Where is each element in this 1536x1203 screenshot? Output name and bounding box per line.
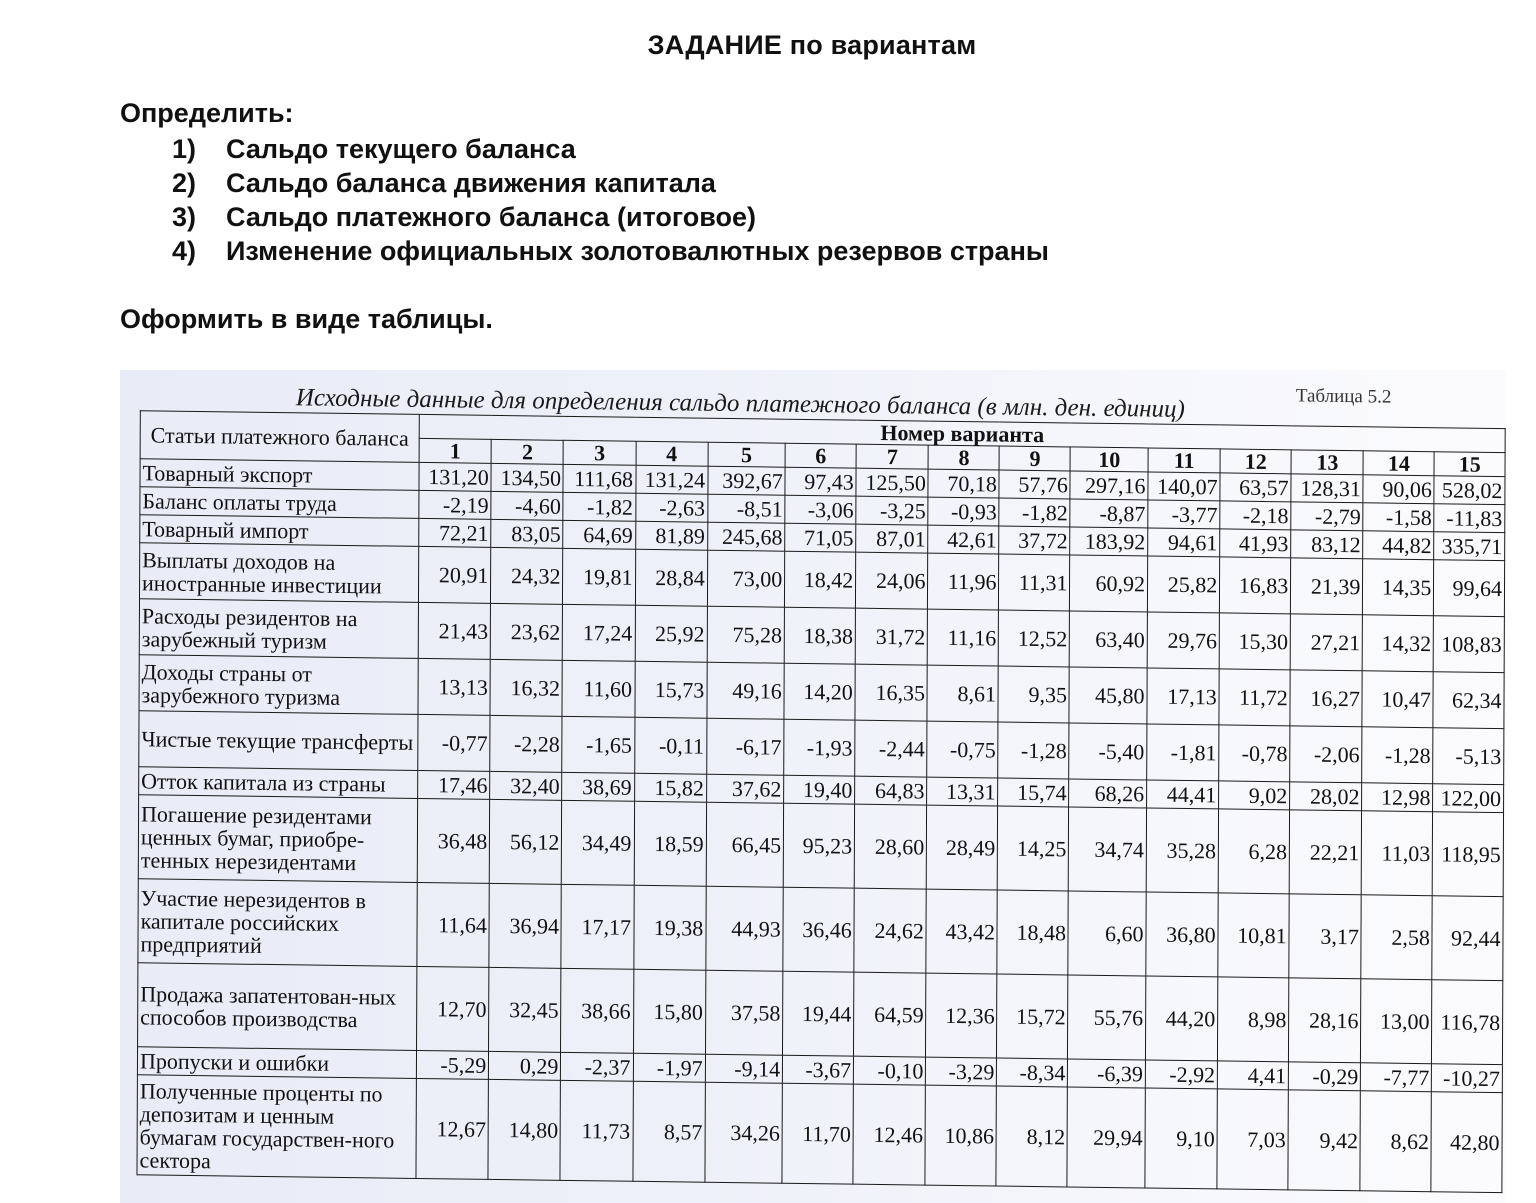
task-item <box>172 132 1049 166</box>
cell-value: 49,16 <box>707 662 785 719</box>
table-number-label: Таблица 5.2 <box>1295 385 1392 408</box>
cell-value: 11,60 <box>562 660 634 717</box>
cell-value: 2,58 <box>1361 895 1432 980</box>
task-item <box>172 166 1049 200</box>
row-label: Продажа запатентован-ных способов производства <box>138 963 417 1051</box>
row-label: Баланс оплаты труда <box>140 487 419 519</box>
task-item-text: Сальдо баланса движения капитала <box>226 168 716 198</box>
cell-value: -1,82 <box>563 492 635 521</box>
cell-value: 183,92 <box>1070 527 1148 556</box>
cell-value: 44,41 <box>1147 780 1219 809</box>
cell-value: 55,76 <box>1068 975 1146 1060</box>
cell-value: 72,21 <box>419 518 491 547</box>
cell-value: 17,46 <box>418 770 490 799</box>
row-label: Товарный импорт <box>140 515 419 547</box>
cell-value: 20,91 <box>419 546 491 603</box>
task-item <box>172 200 1049 234</box>
cell-value: 125,50 <box>856 468 928 497</box>
row-label: Выплаты доходов на иностранные инвестиции <box>140 543 419 603</box>
cell-value: 44,93 <box>706 886 784 971</box>
cell-value: 71,05 <box>785 523 856 552</box>
cell-value: -10,27 <box>1432 1064 1503 1093</box>
task-item-number: 2) <box>172 168 197 198</box>
cell-value: 32,45 <box>489 967 562 1052</box>
cell-value: 64,59 <box>854 972 927 1057</box>
cell-value: 13,00 <box>1361 979 1432 1064</box>
cell-value: 95,23 <box>783 803 854 888</box>
cell-value: 15,80 <box>633 969 706 1054</box>
cell-value: 83,05 <box>491 519 563 548</box>
format-instruction: Оформить в виде таблицы. <box>120 304 493 334</box>
cell-value: -8,51 <box>708 494 786 523</box>
cell-value: 6,28 <box>1218 809 1289 894</box>
cell-value: 28,60 <box>854 804 927 889</box>
cell-value: 34,26 <box>705 1082 783 1183</box>
cell-value: 28,84 <box>635 549 707 606</box>
cell-value: 44,20 <box>1145 976 1218 1061</box>
cell-value: 6,60 <box>1068 891 1146 976</box>
task-list <box>172 132 1049 268</box>
task-item-text: Изменение официальных золотовалютных резервов страны <box>226 236 1049 266</box>
determine-heading: Определить: <box>120 98 294 128</box>
variant-number-header: 10 <box>1071 447 1149 472</box>
cell-value: 87,01 <box>856 524 928 553</box>
cell-value: 42,80 <box>1431 1092 1502 1193</box>
cell-value: -1,28 <box>998 722 1069 779</box>
cell-value: 11,31 <box>999 554 1070 611</box>
cell-value: 9,10 <box>1145 1088 1218 1189</box>
table-body <box>137 459 1505 1193</box>
cell-value: 111,68 <box>563 464 635 493</box>
cell-value: 108,83 <box>1434 616 1505 673</box>
cell-value: 73,00 <box>707 550 785 607</box>
variant-number-header: 1 <box>419 438 491 463</box>
cell-value: 99,64 <box>1434 560 1505 617</box>
variant-number-header: 6 <box>785 443 856 468</box>
cell-value: -1,81 <box>1147 724 1219 781</box>
cell-value: -3,25 <box>856 496 928 525</box>
cell-value: 36,80 <box>1146 892 1219 977</box>
cell-value: 38,66 <box>561 968 633 1053</box>
cell-value: 19,44 <box>783 971 854 1056</box>
cell-value: 118,95 <box>1433 812 1504 897</box>
cell-value: 11,03 <box>1362 811 1433 896</box>
cell-value: 25,82 <box>1147 556 1219 613</box>
cell-value: 14,20 <box>784 663 855 720</box>
row-label: Полученные проценты по депозитам и ценным бумагам государствен-ного сектора <box>137 1075 417 1179</box>
cell-value: 8,62 <box>1360 1091 1431 1192</box>
cell-value: 92,44 <box>1432 896 1503 981</box>
row-label: Товарный экспорт <box>140 459 419 491</box>
cell-value: 8,57 <box>632 1081 705 1182</box>
cell-value: -8,87 <box>1070 499 1148 528</box>
cell-value: -7,77 <box>1361 1063 1432 1092</box>
cell-value: -2,63 <box>635 493 707 522</box>
cell-value: 34,49 <box>562 800 634 885</box>
cell-value: 10,47 <box>1362 671 1433 728</box>
cell-value: 21,39 <box>1291 558 1363 615</box>
cell-value: 116,78 <box>1432 980 1503 1065</box>
cell-value: 31,72 <box>855 608 927 665</box>
cell-value: 29,94 <box>1067 1087 1145 1188</box>
cell-value: 24,32 <box>491 547 563 604</box>
cell-value: 12,98 <box>1362 783 1433 812</box>
cell-value: 24,06 <box>856 552 928 609</box>
variant-number-header: 12 <box>1220 449 1291 474</box>
cell-value: 63,57 <box>1220 473 1291 502</box>
cell-value: 245,68 <box>707 522 785 551</box>
cell-value: -1,58 <box>1363 503 1434 532</box>
cell-value: -3,29 <box>926 1057 997 1086</box>
table-row <box>137 1075 1502 1193</box>
cell-value: 56,12 <box>490 799 563 884</box>
cell-value: 11,72 <box>1219 669 1290 726</box>
page-title: ЗАДАНИЕ по вариантам <box>647 30 977 60</box>
table-caption: Исходные данные для определения сальдо платежного баланса (в млн. ден. единиц) <box>295 384 1185 423</box>
cell-value: -0,11 <box>634 717 706 774</box>
cell-value: 34,74 <box>1069 807 1147 892</box>
cell-value: 9,35 <box>998 666 1069 723</box>
cell-value: 28,49 <box>927 805 998 890</box>
variant-number-header: 9 <box>999 446 1070 471</box>
cell-value: 60,92 <box>1070 555 1148 612</box>
cell-value: -5,40 <box>1069 723 1147 780</box>
cell-value: 25,92 <box>635 605 707 662</box>
cell-value: 15,82 <box>634 773 706 802</box>
cell-value: 16,32 <box>490 659 562 716</box>
task-item-text: Сальдо текущего баланса <box>226 134 576 164</box>
cell-value: -0,77 <box>418 714 490 771</box>
cell-value: 37,72 <box>999 526 1070 555</box>
row-label: Отток капитала из страны <box>139 767 418 799</box>
cell-value: 37,58 <box>705 970 783 1055</box>
cell-value: -1,97 <box>633 1053 705 1082</box>
cell-value: 38,69 <box>562 772 634 801</box>
cell-value: 41,93 <box>1220 529 1291 558</box>
cell-value: 90,06 <box>1363 475 1434 504</box>
variant-number-header: 2 <box>491 439 563 464</box>
cell-value: 75,28 <box>707 606 785 663</box>
cell-value: -0,10 <box>854 1056 926 1085</box>
row-label: Доходы страны от зарубежного туризма <box>139 655 418 715</box>
cell-value: 18,38 <box>784 607 855 664</box>
cell-value: 15,74 <box>998 778 1069 807</box>
cell-value: 11,16 <box>928 609 999 666</box>
cell-value: 16,35 <box>855 664 927 721</box>
cell-value: 14,25 <box>998 806 1069 891</box>
cell-value: 8,98 <box>1218 977 1289 1062</box>
cell-value: -3,67 <box>783 1055 854 1084</box>
cell-value: 131,20 <box>419 462 491 491</box>
cell-value: 10,81 <box>1218 893 1289 978</box>
balance-data-table <box>136 410 1505 1193</box>
cell-value: 8,12 <box>996 1086 1067 1187</box>
cell-value: 19,38 <box>633 885 706 970</box>
cell-value: 28,16 <box>1289 978 1362 1063</box>
cell-value: 35,28 <box>1146 808 1219 893</box>
cell-value: 17,13 <box>1147 668 1219 725</box>
cell-value: 29,76 <box>1147 612 1219 669</box>
cell-value: 68,26 <box>1069 779 1147 808</box>
cell-value: 297,16 <box>1070 471 1148 500</box>
row-label: Чистые текущие трансферты <box>139 711 418 771</box>
cell-value: 22,21 <box>1289 810 1362 895</box>
cell-value: 81,89 <box>635 521 707 550</box>
cell-value: 13,31 <box>927 777 998 806</box>
cell-value: 57,76 <box>999 470 1070 499</box>
cell-value: -2,79 <box>1291 502 1363 531</box>
cell-value: 70,18 <box>928 469 999 498</box>
variant-group-header: Номер варианта <box>419 414 1505 452</box>
cell-value: 23,62 <box>491 603 563 660</box>
cell-value: 17,24 <box>563 604 635 661</box>
cell-value: 62,34 <box>1433 672 1504 729</box>
cell-value: 66,45 <box>706 802 784 887</box>
cell-value: 27,21 <box>1290 614 1362 671</box>
cell-value: -1,82 <box>999 498 1070 527</box>
variant-number-header: 7 <box>856 444 928 469</box>
cell-value: 128,31 <box>1291 474 1363 503</box>
cell-value: 15,72 <box>997 974 1068 1059</box>
cell-value: -6,39 <box>1068 1059 1146 1088</box>
cell-value: -0,78 <box>1219 725 1290 782</box>
cell-value: 11,70 <box>782 1083 853 1184</box>
cell-value: 18,59 <box>634 801 707 886</box>
cell-value: 7,03 <box>1217 1089 1288 1190</box>
variant-number-header: 14 <box>1363 451 1434 476</box>
cell-value: 12,52 <box>999 610 1070 667</box>
cell-value: -6,17 <box>706 718 784 775</box>
cell-value: -2,06 <box>1290 726 1362 783</box>
cell-value: 15,30 <box>1219 613 1290 670</box>
cell-value: 64,69 <box>563 520 635 549</box>
cell-value: -11,83 <box>1434 504 1505 533</box>
cell-value: 18,42 <box>785 551 856 608</box>
cell-value: 3,17 <box>1289 894 1362 979</box>
cell-value: -2,18 <box>1220 501 1291 530</box>
task-item-number: 3) <box>172 202 197 232</box>
cell-value: 15,73 <box>634 661 706 718</box>
variant-number-header: 8 <box>928 445 999 470</box>
cell-value: -3,06 <box>785 495 856 524</box>
cell-value: 64,83 <box>855 776 927 805</box>
cell-value: -0,75 <box>927 721 998 778</box>
variant-number-header: 15 <box>1434 452 1505 477</box>
cell-value: 43,42 <box>926 889 997 974</box>
row-label: Расходы резидентов на зарубежный туризм <box>139 599 418 659</box>
cell-value: 17,17 <box>561 884 633 969</box>
cell-value: -2,37 <box>561 1052 633 1081</box>
cell-value: 36,94 <box>489 883 562 968</box>
cell-value: 335,71 <box>1434 532 1505 561</box>
cell-value: -5,29 <box>417 1050 489 1079</box>
task-item-number: 1) <box>172 134 197 164</box>
cell-value: -2,92 <box>1145 1060 1217 1089</box>
cell-value: 131,24 <box>635 465 707 494</box>
cell-value: 21,43 <box>418 602 490 659</box>
cell-value: 97,43 <box>785 467 856 496</box>
cell-value: 18,48 <box>997 890 1068 975</box>
cell-value: 14,32 <box>1363 615 1434 672</box>
variant-number-header: 11 <box>1148 448 1220 473</box>
cell-value: 36,46 <box>783 887 854 972</box>
cell-value: -0,93 <box>928 497 999 526</box>
cell-value: 14,35 <box>1363 559 1434 616</box>
cell-value: -0,29 <box>1289 1062 1361 1091</box>
variant-number-header: 13 <box>1291 450 1363 475</box>
cell-value: 37,62 <box>706 774 784 803</box>
variant-number-header: 4 <box>636 441 708 466</box>
row-label: Погашение резидентами ценных бумаг, приобре-тенных нерезидентами <box>138 795 417 883</box>
cell-value: 42,61 <box>928 525 999 554</box>
cell-value: -8,34 <box>997 1058 1068 1087</box>
cell-value: 24,62 <box>854 888 927 973</box>
cell-value: 19,40 <box>784 775 855 804</box>
cell-value: 122,00 <box>1433 784 1504 813</box>
cell-value: -2,44 <box>855 720 927 777</box>
cell-value: 11,96 <box>928 553 999 610</box>
cell-value: 10,86 <box>925 1085 996 1186</box>
task-item-text: Сальдо платежного баланса (итоговое) <box>226 202 757 232</box>
scanned-table-image <box>120 370 1506 1203</box>
cell-value: 16,27 <box>1290 670 1362 727</box>
task-item <box>172 234 1049 268</box>
cell-value: -5,13 <box>1433 728 1504 785</box>
row-header: Статьи платежного баланса <box>140 411 419 463</box>
cell-value: 36,48 <box>417 798 490 883</box>
cell-value: 140,07 <box>1148 472 1220 501</box>
variant-number-header: 3 <box>564 440 636 465</box>
cell-value: -1,28 <box>1362 727 1433 784</box>
cell-value: 11,64 <box>417 882 490 967</box>
row-label: Пропуски и ошибки <box>137 1047 416 1079</box>
cell-value: -2,28 <box>490 715 562 772</box>
cell-value: 528,02 <box>1434 476 1505 505</box>
cell-value: -2,19 <box>419 490 491 519</box>
cell-value: 32,40 <box>490 771 562 800</box>
cell-value: 44,82 <box>1363 531 1434 560</box>
cell-value: -1,65 <box>562 716 634 773</box>
cell-value: 12,46 <box>853 1084 926 1185</box>
cell-value: -4,60 <box>491 491 563 520</box>
cell-value: 9,02 <box>1219 781 1290 810</box>
cell-value: 134,50 <box>491 463 563 492</box>
cell-value: 45,80 <box>1069 667 1147 724</box>
cell-value: -1,93 <box>784 719 855 776</box>
cell-value: 12,36 <box>926 973 997 1058</box>
cell-value: 11,73 <box>560 1080 632 1181</box>
cell-value: 14,80 <box>488 1079 561 1180</box>
cell-value: 392,67 <box>708 466 786 495</box>
cell-value: 0,29 <box>489 1051 561 1080</box>
cell-value: 28,02 <box>1290 782 1362 811</box>
cell-value: 9,42 <box>1288 1090 1361 1191</box>
cell-value: 19,81 <box>563 548 635 605</box>
cell-value: 13,13 <box>418 658 490 715</box>
row-label: Участие нерезидентов в капитале российских предприятий <box>138 879 417 967</box>
cell-value: -9,14 <box>705 1054 783 1083</box>
variant-number-header: 5 <box>708 442 786 467</box>
cell-value: 83,12 <box>1291 530 1363 559</box>
cell-value: 12,67 <box>416 1078 489 1179</box>
cell-value: 16,83 <box>1220 557 1291 614</box>
cell-value: 94,61 <box>1148 528 1220 557</box>
cell-value: 12,70 <box>417 966 490 1051</box>
cell-value: 63,40 <box>1070 611 1148 668</box>
cell-value: -3,77 <box>1148 500 1220 529</box>
task-item-number: 4) <box>172 236 197 266</box>
cell-value: 8,61 <box>927 665 998 722</box>
cell-value: 4,41 <box>1218 1061 1289 1090</box>
